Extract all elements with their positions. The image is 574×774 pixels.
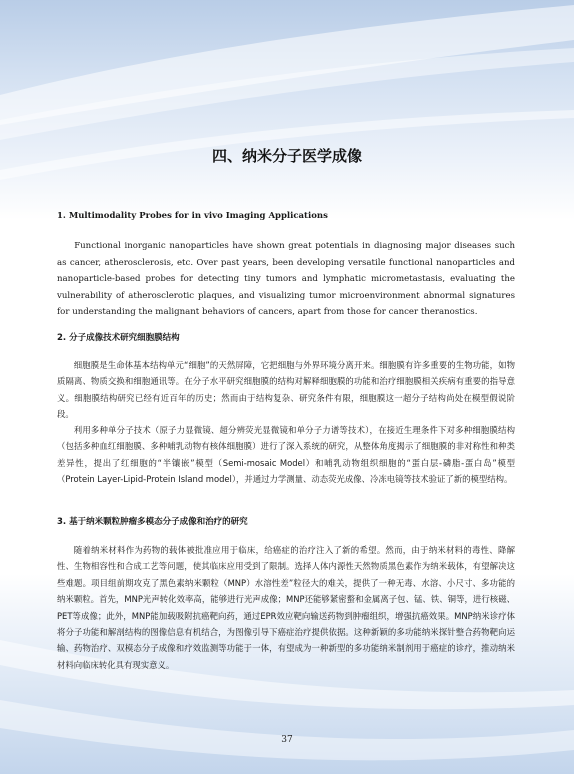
paragraph-text: Functional inorganic nanoparticles have shown great potentials in diagnosing major diseases such as cancer, atherosclerosis, etc. Over past years, been developing versatile functional nanoparticles and nanoparticle-based probes for detecting tiny tumors and lymphatic micrometastasis, evaluating the vulnerability of atherosclerotic plaques, and visualizing tumor microenvironment abnormal signatures for understanding the malignant behaviors of cancers, apart from those for cancer theranostics. (57, 241, 515, 317)
membrane-paragraphs (57, 357, 515, 487)
english-paragraph (57, 238, 515, 321)
page-title: 四、纳米分子医学成像 (211, 147, 362, 165)
paragraph-text: 随着纳米材料作为药物的载体被批准应用于临床，给癌症的治疗注入了新的希望。然而，由于纳米材料的毒性、降解性、生物相容性和合成工艺等问题，使其临床应用受到了限制。选择人体内源性天然物质黑色素作为纳米载体，有望解决这些难题。项目组前期攻克了黑色素纳米颗粒（MNP）水溶性差”粒径大的难关，提供了一种无毒、水溶、小尺寸、多功能的纳米颗粒。首先，MNP光声转化效率高，能够进行光声成像；MNP还能够紧密螯和金属离子包、锰、铁、铜等，进行核磁、PET等成像；此外，MNP能加载吸附抗癌靶向药，通过EPR效应靶向输送药物到肿瘤组织，增强抗癌效果。MNP纳米诊疗体将分子功能和解剖结构的图像信息有机结合，为图像引导下癌症治疗提供依据。这种新颖的多功能纳米探针整合药物靶向运输、药物治疗、双模态分子成像和疗效监测等功能于一体，有望成为一种新型的多功能纳米制剂用于癌症的诊疗，推动纳米材料向临床转化具有现实意义。 (57, 545, 515, 670)
section-heading-membrane: 2. 分子成像技术研究细胞膜结构 (57, 333, 180, 343)
page-number: 37 (281, 735, 293, 745)
nanoparticle-paragraph (57, 542, 515, 673)
section-heading-english: 1. Multimodality Probes for in vivo Imaging Applications (57, 211, 328, 221)
paragraph-text: 利用多种单分子技术（原子力显微镜、超分辨荧光显微镜和单分子力谱等技术），在接近生理条件下对多种细胞膜结构（包括多种血红细胞膜、多种哺乳动物有核体细胞膜）进行了深入系统的研究，从整体角度揭示了细胞膜的非对称性和种类差异性，提出了红细胞的“半镶嵌”模型（Semi-mosaic Model）和哺乳动物组织细胞的“蛋白层-磷脂-蛋白岛”模型（Protein Layer-Lipid-Protein Island model），并通过力学测量、动态荧光成像、冷冻电镜等技术验证了新的模型结构。 (57, 425, 515, 485)
paragraph-text: 细胞膜是生命体基本结构单元“细胞”的天然屏障，它把细胞与外界环境分离开来。细胞膜有许多重要的生物功能，如物质隔离、物质交换和细胞通讯等。在分子水平研究细胞膜的结构对解释细胞膜的功能和治疗细胞膜相关疾病有重要的指导意义。细胞膜结构研究已经有近百年的历史；然而由于结构复杂、研究条件有限，细胞膜这一超分子结构尚处在模型假说阶段。 (57, 360, 515, 419)
section-heading-nanoparticle: 3. 基于纳米颗粒肿瘤多模态分子成像和治疗的研究 (57, 517, 248, 527)
